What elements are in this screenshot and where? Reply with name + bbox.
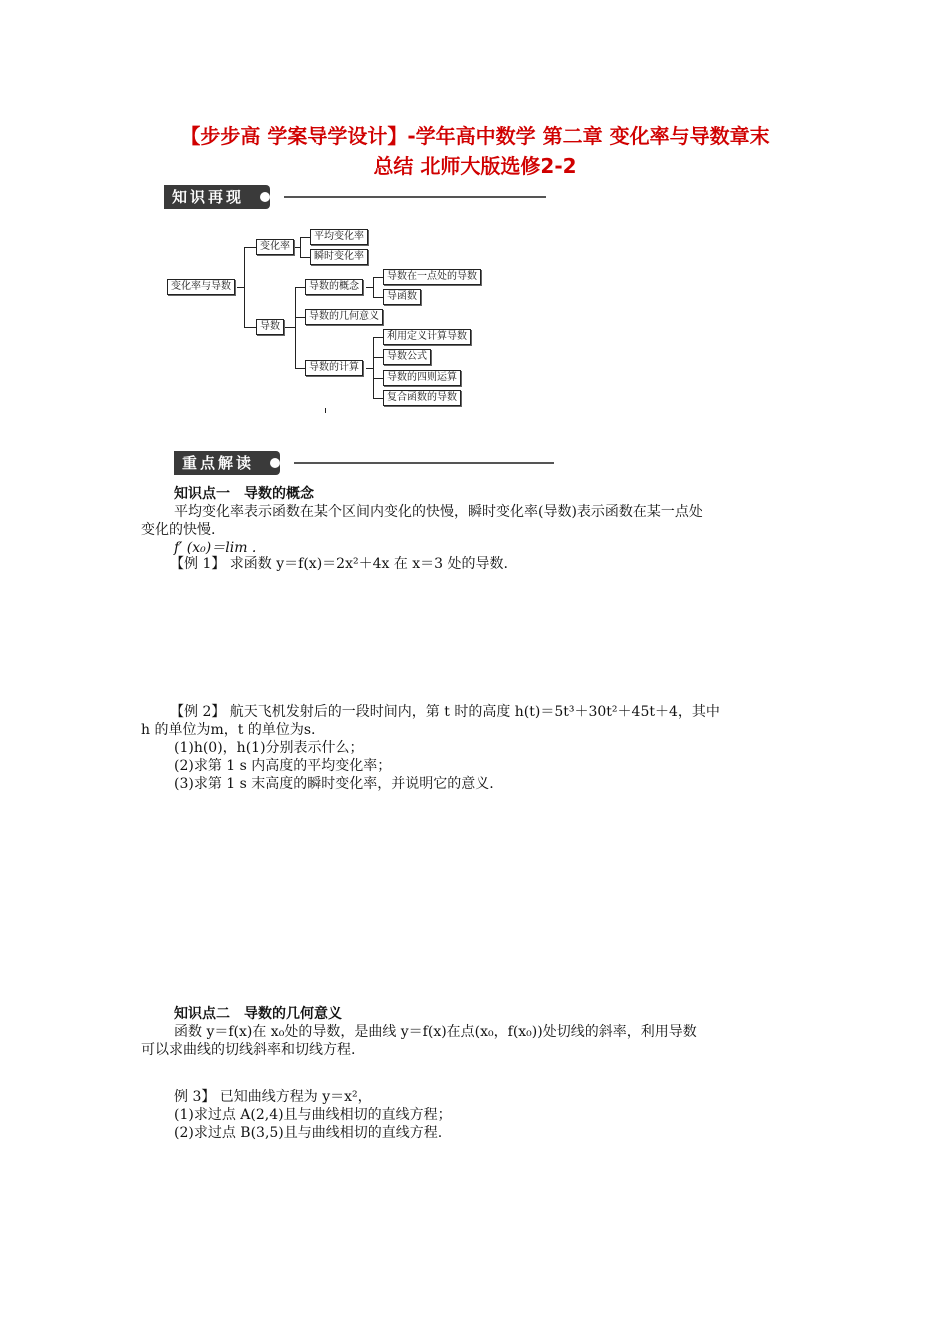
banner-dot-icon: [260, 192, 270, 202]
kp2-paragraph-line-1: 函数 y＝f(x)在 x₀处的导数，是曲线 y＝f(x)在点(x₀，f(x₀))处切线的斜率，利用导数: [174, 1024, 697, 1040]
tree-node-derived-function: 导函数: [383, 289, 421, 305]
tree-connector: [373, 357, 383, 358]
tree-connector: [295, 368, 305, 369]
tree-connector: [373, 297, 383, 298]
document-title-line-1: 【步步高 学案导学设计】-学年高中数学 第二章 变化率与导数章末: [180, 124, 770, 148]
section-banner-key-points: [174, 451, 554, 475]
example-2-question-2: (2)求第 1 s 内高度的平均变化率；: [174, 758, 392, 774]
example-1: 【例 1】 求函数 y＝f(x)＝2x²＋4x 在 x＝3 处的导数.: [170, 556, 508, 572]
tree-connector: [295, 287, 305, 288]
tree-connector: [244, 247, 256, 248]
tree-connector: [244, 247, 245, 328]
tree-node-composite: 复合函数的导数: [383, 390, 461, 406]
example-3-line-1: 例 3】 已知曲线方程为 y＝x²，: [174, 1089, 372, 1105]
tree-connector: [300, 237, 310, 238]
tree-connector: [373, 277, 383, 278]
tree-node-computation: 导数的计算: [305, 360, 363, 376]
section-banner-knowledge-review: [164, 185, 546, 209]
tree-node-derivative: 导数: [256, 319, 284, 335]
example-2-line-2: h 的单位为m，t 的单位为s.: [141, 722, 316, 738]
tree-connector: [373, 337, 383, 338]
banner-rule: [284, 196, 546, 198]
tree-connector: [373, 378, 383, 379]
tree-node-instant-rate: 瞬时变化率: [310, 249, 368, 265]
stray-mark: [325, 408, 326, 413]
tree-node-root: 变化率与导数: [167, 279, 235, 295]
kp2-paragraph-line-2: 可以求曲线的切线斜率和切线方程.: [141, 1042, 356, 1058]
kp1-formula: f′ (x₀)＝lim .: [174, 540, 257, 556]
kp1-heading: 知识点一 导数的概念: [174, 486, 314, 502]
kp2-heading: 知识点二 导数的几何意义: [174, 1006, 342, 1022]
tree-node-formulas: 导数公式: [383, 349, 431, 365]
tree-connector: [295, 317, 305, 318]
banner-rule: [294, 462, 554, 464]
banner-label: 知识再现: [164, 185, 270, 209]
example-2-question-3: (3)求第 1 s 末高度的瞬时变化率，并说明它的意义.: [174, 776, 494, 792]
example-3-question-1: (1)求过点 A(2,4)且与曲线相切的直线方程；: [174, 1107, 452, 1123]
banner-dot-icon: [270, 458, 280, 468]
tree-connector: [373, 277, 374, 298]
tree-node-rate: 变化率: [256, 239, 294, 255]
example-3-question-2: (2)求过点 B(3,5)且与曲线相切的直线方程.: [174, 1125, 443, 1141]
banner-label: 重点解读: [174, 451, 280, 475]
tree-connector: [295, 287, 296, 369]
tree-node-average-rate: 平均变化率: [310, 229, 368, 245]
kp1-paragraph-line-2: 变化的快慢.: [141, 522, 216, 538]
kp1-paragraph-line-1: 平均变化率表示函数在某个区间内变化的快慢，瞬时变化率(导数)表示函数在某一点处: [174, 504, 703, 520]
tree-node-concept: 导数的概念: [305, 279, 363, 295]
document-title-line-2: 总结 北师大版选修2-2: [373, 154, 577, 178]
tree-connector: [373, 398, 383, 399]
tree-connector: [373, 337, 374, 399]
example-2-line-1: 【例 2】 航天飞机发射后的一段时间内，第 t 时的高度 h(t)＝5t³＋30t²＋45t＋4，其中: [170, 704, 720, 720]
tree-node-by-definition: 利用定义计算导数: [383, 329, 471, 345]
tree-connector: [244, 327, 256, 328]
tree-connector: [300, 257, 310, 258]
tree-connector: [300, 237, 301, 258]
tree-node-geometric-meaning: 导数的几何意义: [305, 309, 383, 325]
tree-node-four-operations: 导数的四则运算: [383, 370, 461, 386]
tree-node-derivative-at-point: 导数在一点处的导数: [383, 269, 481, 285]
example-2-question-1: (1)h(0)，h(1)分别表示什么；: [174, 740, 364, 756]
